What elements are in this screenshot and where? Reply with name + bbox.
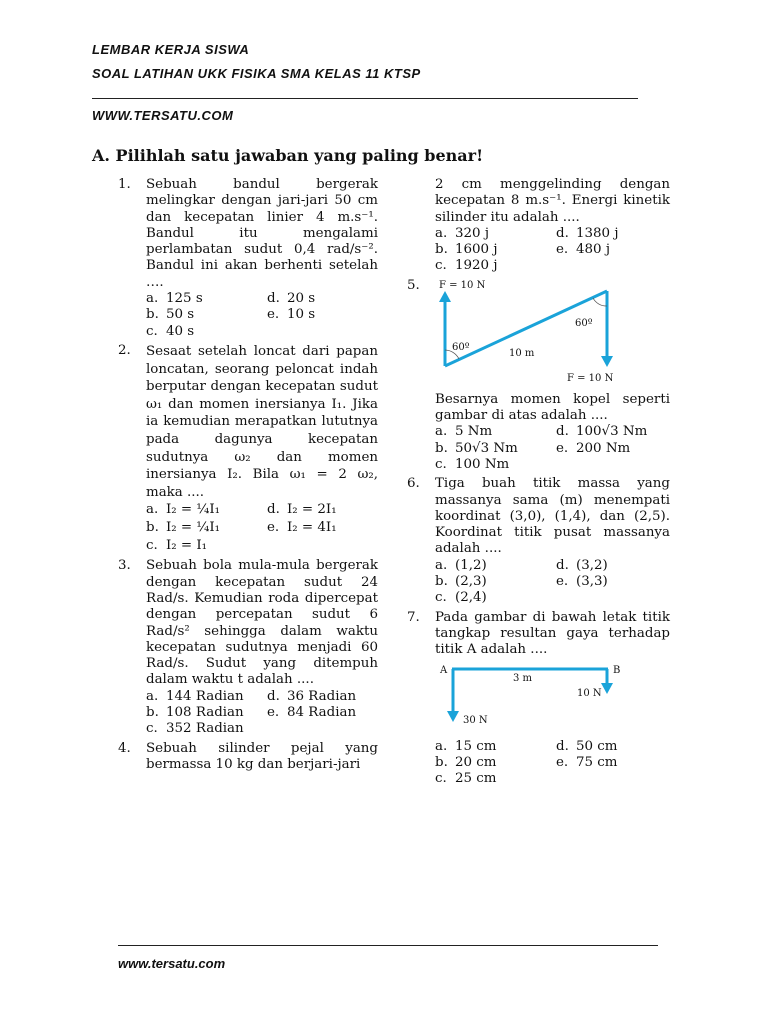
question-number: 3. bbox=[118, 558, 131, 574]
question-1 bbox=[118, 177, 378, 340]
question-text: Sesaat setelah loncat dari papan loncatan, seorang peloncat indah berputar dengan kecepatan sudut ω₁ dan momen inersianya I₁. Jika ia kemudian merapatkan lututnya pada dagunya kecepatan sudutnya ω₂ dan momen inersianya I₂. Bila ω₁ = 2 ω₂, maka .... bbox=[146, 343, 378, 500]
answer-options bbox=[435, 424, 670, 473]
answer-options bbox=[146, 501, 378, 555]
force-left-label: 30 N bbox=[463, 714, 488, 726]
option-e[interactable]: e. 200 Nm bbox=[556, 440, 631, 456]
beam-length-label: 3 m bbox=[513, 672, 533, 684]
right-column bbox=[407, 177, 670, 787]
question-text: Sebuah bandul bergerak melingkar dengan jari-jari 50 cm dan kecepatan linier 4 m.s⁻¹. Bandul itu mengalami perlambatan sudut 0,4 rad/s⁻². Bandul ini akan berhenti setelah …. bbox=[146, 177, 378, 290]
option-c[interactable]: c. 25 cm bbox=[435, 771, 497, 787]
answer-options bbox=[146, 291, 378, 340]
option-d[interactable]: d. 36 Radian bbox=[267, 688, 357, 704]
option-d[interactable]: d. 1380 j bbox=[556, 225, 619, 241]
footer-website[interactable]: www.tersatu.com bbox=[118, 956, 226, 971]
force-right-label: 10 N bbox=[577, 687, 602, 699]
question-text: Tiga buah titik massa yang massanya sama (m) menempati koordinat (3,0), (1,4), dan (2,5). Koordinat titik pusat massanya adalah .... bbox=[435, 476, 670, 557]
question-4 bbox=[118, 741, 378, 774]
angle-label-left: 60º bbox=[452, 341, 470, 353]
option-b[interactable]: b. I₂ = ¼I₁ bbox=[146, 520, 221, 536]
option-a[interactable]: a. (1,2) bbox=[435, 557, 487, 573]
arrowhead-down-icon bbox=[601, 356, 613, 367]
force-label-top: F = 10 N bbox=[439, 279, 486, 291]
answer-options bbox=[435, 558, 670, 607]
question-number: 4. bbox=[118, 740, 131, 756]
option-b[interactable]: b. 50 s bbox=[146, 307, 195, 323]
question-text: 2 cm menggelinding dengan kecepatan 8 m.s⁻¹. Energi kinetik silinder itu adalah .... bbox=[435, 177, 670, 225]
footer-divider bbox=[118, 945, 658, 946]
question-number: 2. bbox=[118, 342, 131, 358]
question-7 bbox=[407, 610, 670, 788]
question-number: 7. bbox=[407, 609, 420, 625]
answer-options bbox=[435, 226, 670, 275]
option-c[interactable]: c. (2,4) bbox=[435, 590, 487, 606]
option-e[interactable]: e. 480 j bbox=[556, 242, 610, 258]
question-number: 6. bbox=[407, 476, 420, 492]
header-subtitle: SOAL LATIHAN UKK FISIKA SMA KELAS 11 KTSP bbox=[92, 66, 421, 81]
question-text: Sebuah bola mula-mula bergerak dengan kecepatan sudut 24 Rad/s. Kemudian roda dipercepat dengan percepatan sudut 6 Rad/s² sehingga dalam waktu kecepatan sudutnya menjadi 60 Rad/s. Sudut yang ditempuh dalam waktu t adalah .... bbox=[146, 558, 378, 688]
option-c[interactable]: c. 1920 j bbox=[435, 258, 498, 274]
option-a[interactable]: a. 125 s bbox=[146, 291, 203, 307]
option-c[interactable]: c. 352 Radian bbox=[146, 721, 244, 737]
question-3 bbox=[118, 558, 378, 737]
header-website: WWW.TERSATU.COM bbox=[92, 108, 234, 123]
question-5 bbox=[407, 278, 670, 473]
question-text: Pada gambar di bawah letak titik tangkap resultan gaya terhadap titik A adalah .... bbox=[435, 609, 670, 658]
option-e[interactable]: e. (3,3) bbox=[556, 574, 608, 590]
option-e[interactable]: e. 75 cm bbox=[556, 754, 618, 770]
option-a[interactable]: a. 15 cm bbox=[435, 738, 497, 754]
arrowhead-up-icon bbox=[439, 291, 451, 302]
length-label: 10 m bbox=[509, 347, 535, 359]
option-a[interactable]: a. I₂ = ¼I₁ bbox=[146, 502, 221, 518]
arrowhead-down-icon bbox=[601, 683, 613, 694]
option-a[interactable]: a. 144 Radian bbox=[146, 688, 244, 704]
option-d[interactable]: d. 50 cm bbox=[556, 738, 618, 754]
option-c[interactable]: c. 100 Nm bbox=[435, 456, 510, 472]
couple-force-diagram bbox=[435, 278, 635, 386]
beam-force-diagram bbox=[435, 663, 645, 735]
question-number: 1. bbox=[118, 177, 131, 192]
option-b[interactable]: b. 50√3 Nm bbox=[435, 440, 518, 456]
option-a[interactable]: a. 5 Nm bbox=[435, 424, 493, 440]
header-title: LEMBAR KERJA SISWA bbox=[92, 42, 250, 57]
option-d[interactable]: d. I₂ = 2I₁ bbox=[267, 502, 337, 518]
option-d[interactable]: d. 100√3 Nm bbox=[556, 424, 648, 440]
question-4-continued bbox=[407, 177, 670, 275]
point-a-label: A bbox=[440, 664, 448, 676]
arrowhead-down-icon bbox=[447, 711, 459, 722]
option-c[interactable]: c. 40 s bbox=[146, 323, 195, 339]
point-b-label: B bbox=[613, 664, 621, 676]
option-e[interactable]: e. 84 Radian bbox=[267, 704, 357, 720]
option-e[interactable]: e. 10 s bbox=[267, 307, 316, 323]
left-column bbox=[118, 177, 378, 773]
option-e[interactable]: e. I₂ = 4I₁ bbox=[267, 520, 337, 536]
question-text: Besarnya momen kopel seperti gambar di atas adalah .... bbox=[435, 391, 670, 424]
section-title: A. Pilihlah satu jawaban yang paling benar! bbox=[92, 146, 484, 165]
angle-arc-right bbox=[593, 298, 607, 306]
answer-options bbox=[146, 689, 378, 738]
force-label-bottom: F = 10 N bbox=[567, 372, 614, 384]
option-a[interactable]: a. 320 j bbox=[435, 225, 489, 241]
option-b[interactable]: b. 108 Radian bbox=[146, 704, 244, 720]
angle-label-right: 60º bbox=[575, 317, 593, 329]
question-6 bbox=[407, 476, 670, 606]
option-c[interactable]: c. I₂ = I₁ bbox=[146, 538, 208, 554]
question-text: Sebuah silinder pejal yang bermassa 10 kg dan berjari-jari bbox=[146, 740, 378, 772]
question-2 bbox=[118, 343, 378, 555]
question-number: 5. bbox=[407, 277, 420, 293]
option-b[interactable]: b. 20 cm bbox=[435, 754, 497, 770]
option-b[interactable]: b. (2,3) bbox=[435, 574, 487, 590]
answer-options bbox=[435, 739, 670, 788]
option-b[interactable]: b. 1600 j bbox=[435, 242, 498, 258]
option-d[interactable]: d. (3,2) bbox=[556, 557, 608, 573]
header-divider bbox=[92, 98, 638, 99]
option-d[interactable]: d. 20 s bbox=[267, 291, 316, 307]
